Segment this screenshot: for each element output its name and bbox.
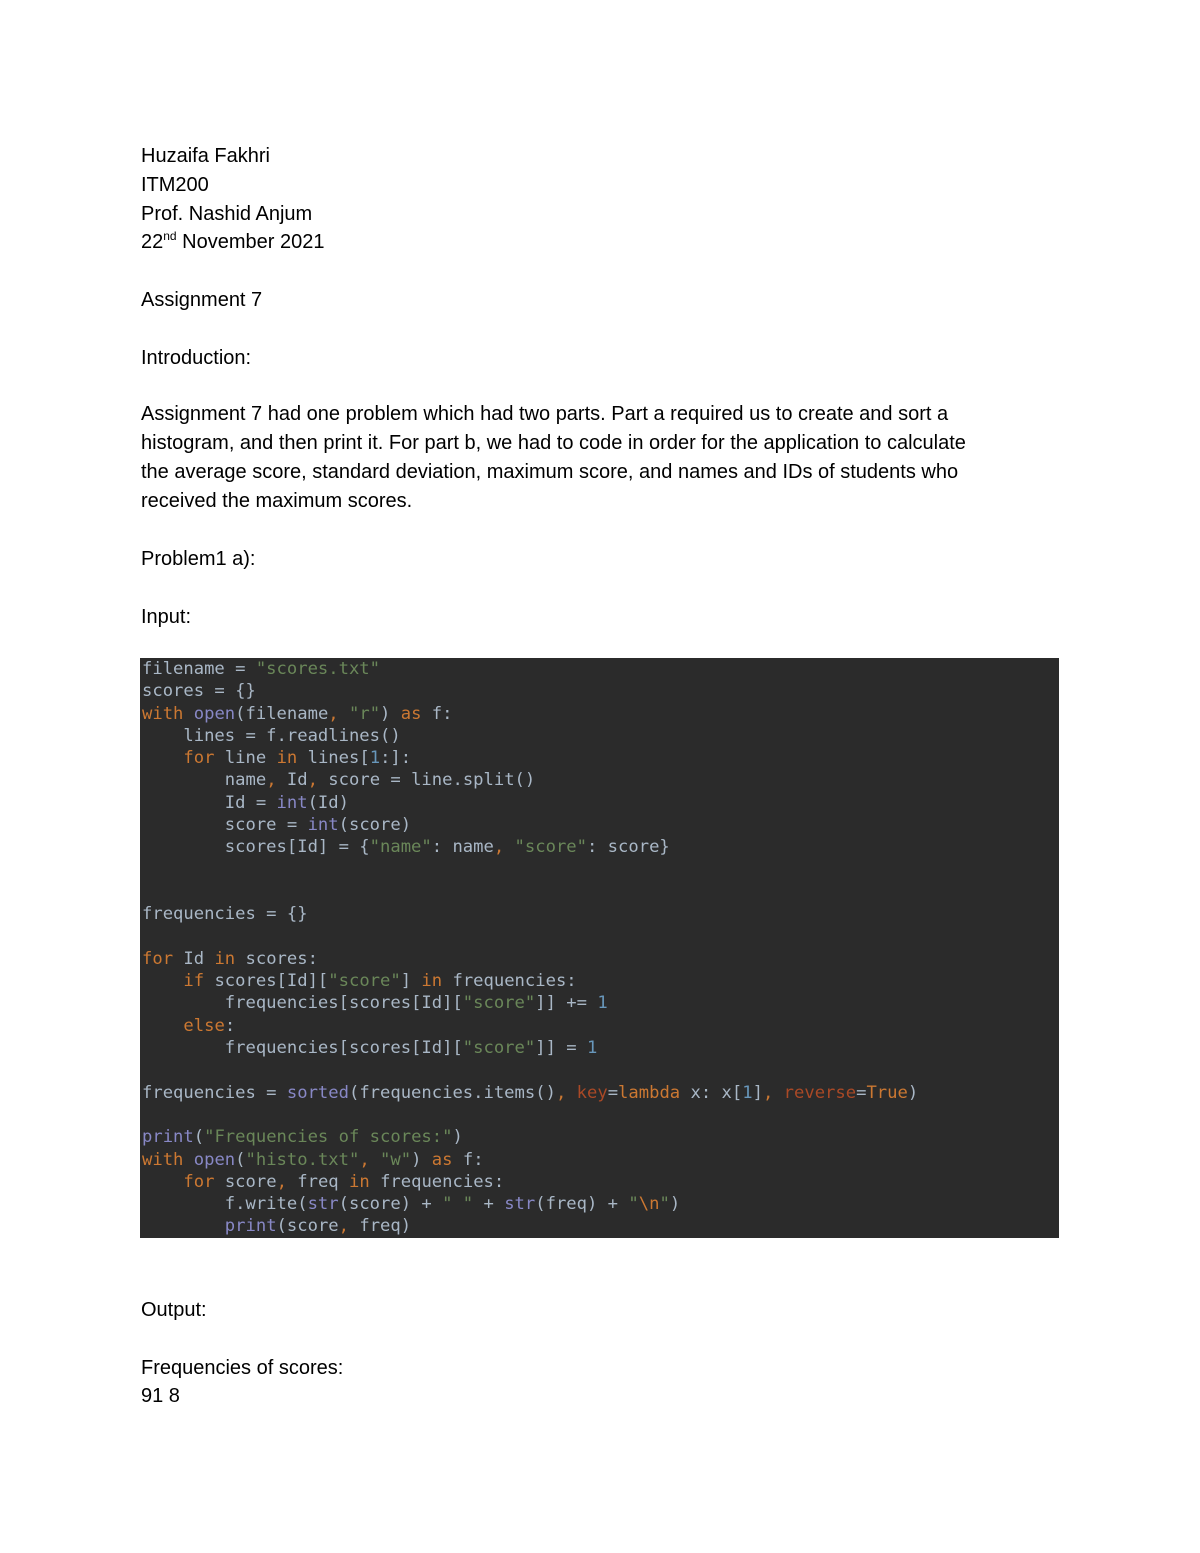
code-token: int bbox=[276, 792, 308, 813]
code-line bbox=[142, 814, 918, 836]
code-line bbox=[142, 1149, 918, 1171]
assignment-title: Assignment 7 bbox=[141, 289, 263, 311]
code-token: Id = bbox=[142, 792, 277, 813]
code-line bbox=[142, 881, 918, 903]
code-token bbox=[142, 748, 183, 768]
code-token: frequencies: bbox=[380, 1171, 505, 1192]
code-line bbox=[142, 703, 918, 725]
code-token: frequencies[scores[Id][ bbox=[142, 993, 463, 1014]
code-token: score = bbox=[142, 815, 308, 836]
code-token: str bbox=[307, 1194, 339, 1215]
paragraph-line: the average score, standard deviation, maximum score, and names and IDs of students who bbox=[141, 461, 959, 483]
input-label: Input: bbox=[141, 606, 192, 628]
code-token: else bbox=[183, 1015, 225, 1036]
code-token: = bbox=[856, 1082, 867, 1103]
code-token: ) bbox=[411, 1149, 432, 1170]
code-token: , bbox=[762, 1082, 784, 1103]
code-line bbox=[142, 1193, 918, 1215]
code-token: frequencies = {} bbox=[142, 904, 308, 925]
code-line bbox=[142, 1171, 918, 1193]
code-token: (frequencies.items() bbox=[348, 1082, 556, 1103]
code-token: ( bbox=[193, 1127, 205, 1148]
code-token: frequencies: bbox=[452, 971, 577, 992]
code-token: "w" bbox=[380, 1149, 412, 1170]
code-token: ) bbox=[452, 1127, 463, 1148]
code-token: freq) bbox=[359, 1216, 412, 1237]
code-token: f: bbox=[462, 1149, 484, 1170]
introduction-paragraph bbox=[141, 400, 1061, 516]
code-block bbox=[140, 658, 1059, 1238]
code-line bbox=[142, 1215, 918, 1237]
code-token: , bbox=[555, 1082, 577, 1103]
code-token: , bbox=[266, 770, 287, 791]
code-token: in bbox=[421, 971, 453, 992]
code-token: " bbox=[628, 1194, 639, 1215]
code-token: str bbox=[504, 1194, 536, 1215]
code-line bbox=[142, 992, 918, 1014]
code-line bbox=[142, 903, 918, 925]
code-token: int bbox=[307, 815, 339, 836]
code-token: with bbox=[142, 703, 194, 724]
code-token bbox=[142, 1172, 183, 1192]
code-token: "score" bbox=[514, 837, 587, 858]
code-token: (Id) bbox=[307, 792, 349, 813]
code-token: : name bbox=[431, 837, 494, 858]
code-listing bbox=[142, 658, 918, 1238]
code-line bbox=[142, 859, 918, 881]
code-token: Id bbox=[286, 770, 308, 791]
code-line bbox=[142, 747, 918, 769]
code-token: as bbox=[431, 1149, 463, 1170]
code-token: , bbox=[276, 1171, 298, 1192]
code-token: score = line.split() bbox=[328, 770, 536, 791]
code-token: scores[Id][ bbox=[214, 971, 329, 992]
code-token: scores[Id] = { bbox=[142, 837, 370, 858]
code-token: 1 bbox=[597, 993, 608, 1014]
code-token: if bbox=[183, 971, 215, 992]
output-line: 91 8 bbox=[141, 1385, 180, 1407]
paragraph-line: Assignment 7 had one problem which had two parts. Part a required us to create and sort a bbox=[141, 403, 949, 425]
code-token: open bbox=[193, 1149, 236, 1170]
code-token: as bbox=[400, 703, 432, 724]
code-line bbox=[142, 792, 918, 814]
code-token: 1 bbox=[586, 1038, 598, 1059]
code-token: "r" bbox=[349, 703, 381, 724]
code-token bbox=[142, 971, 183, 991]
code-token: for bbox=[142, 948, 184, 969]
code-token: score bbox=[224, 1171, 277, 1192]
code-token: reverse bbox=[783, 1082, 857, 1103]
code-line bbox=[142, 948, 918, 970]
course-code: ITM200 bbox=[141, 174, 209, 196]
code-token: in bbox=[214, 948, 246, 969]
code-token: (score) bbox=[338, 815, 412, 836]
code-token: ( bbox=[235, 1149, 246, 1170]
code-token: : score} bbox=[586, 837, 670, 858]
code-line bbox=[142, 1059, 918, 1081]
code-token: 1 bbox=[742, 1082, 753, 1103]
code-token: name bbox=[142, 770, 267, 791]
code-token bbox=[142, 1016, 183, 1036]
code-token: "scores.txt" bbox=[255, 659, 381, 679]
code-token: line bbox=[224, 748, 277, 769]
code-token: ] bbox=[400, 971, 422, 992]
code-line bbox=[142, 1082, 918, 1104]
code-token: scores: bbox=[245, 948, 318, 969]
code-token: \n bbox=[638, 1194, 660, 1215]
code-line bbox=[142, 769, 918, 791]
code-token: ) bbox=[907, 1082, 919, 1103]
code-token: frequencies[scores[Id][ bbox=[142, 1038, 463, 1059]
code-token: ]] += bbox=[535, 993, 598, 1014]
code-token: "score" bbox=[462, 1038, 536, 1059]
code-token: True bbox=[866, 1082, 908, 1103]
code-token: ] bbox=[752, 1082, 763, 1103]
paragraph-line: received the maximum scores. bbox=[141, 490, 413, 512]
code-token: f: bbox=[431, 703, 453, 724]
code-line bbox=[142, 1015, 918, 1037]
code-line bbox=[142, 926, 918, 948]
date-day: 22 bbox=[141, 231, 164, 253]
problem-heading: Problem1 a): bbox=[141, 548, 256, 570]
code-token: " bbox=[659, 1194, 670, 1215]
code-token: filename = bbox=[142, 659, 256, 679]
code-token: frequencies = bbox=[142, 1082, 287, 1103]
author-name: Huzaifa Fakhri bbox=[141, 145, 270, 167]
code-token: f.write( bbox=[142, 1194, 308, 1215]
code-token: , bbox=[359, 1149, 381, 1170]
date-ordinal-suffix: nd bbox=[163, 229, 177, 243]
code-token: print bbox=[142, 1127, 194, 1148]
code-token: (filename bbox=[235, 703, 329, 724]
code-token: (freq) + bbox=[535, 1194, 629, 1215]
code-token: :]: bbox=[380, 748, 412, 769]
code-token: + bbox=[473, 1194, 505, 1215]
code-token: lines = f.readlines() bbox=[142, 725, 401, 746]
code-token: key bbox=[576, 1082, 608, 1103]
code-token: for bbox=[183, 748, 225, 769]
code-token: "score" bbox=[328, 971, 401, 992]
code-token: ) bbox=[380, 703, 401, 724]
code-line bbox=[142, 1126, 918, 1148]
date-line bbox=[141, 228, 324, 257]
code-token: in bbox=[349, 1171, 381, 1192]
professor-name: Prof. Nashid Anjum bbox=[141, 203, 313, 225]
code-token: ]] = bbox=[535, 1038, 587, 1059]
code-token: freq bbox=[297, 1171, 350, 1192]
code-token: , bbox=[307, 770, 329, 791]
introduction-heading: Introduction: bbox=[141, 347, 252, 369]
output-label: Output: bbox=[141, 1299, 207, 1321]
code-token: (score bbox=[276, 1216, 339, 1237]
code-token bbox=[142, 1216, 225, 1236]
code-token: "histo.txt" bbox=[245, 1149, 360, 1170]
code-token: , bbox=[338, 1216, 360, 1237]
code-token: "Frequencies of scores:" bbox=[204, 1127, 453, 1148]
code-token: (score) + bbox=[338, 1194, 443, 1215]
code-token: : bbox=[224, 1015, 236, 1036]
code-token: print bbox=[224, 1216, 277, 1237]
code-token: 1 bbox=[369, 748, 381, 769]
code-token: , bbox=[493, 837, 515, 858]
code-token: ) bbox=[669, 1194, 681, 1215]
code-token: scores = {} bbox=[142, 681, 256, 702]
code-line bbox=[142, 658, 918, 680]
output-heading: Frequencies of scores: bbox=[141, 1357, 344, 1379]
code-line bbox=[142, 680, 918, 702]
code-token: " " bbox=[442, 1194, 474, 1215]
code-token: lambda bbox=[618, 1082, 691, 1103]
code-line bbox=[142, 1104, 918, 1126]
code-token: sorted bbox=[286, 1082, 349, 1103]
code-line bbox=[142, 836, 918, 858]
code-token: in bbox=[276, 748, 308, 769]
code-line bbox=[142, 1037, 918, 1059]
date-rest: November 2021 bbox=[176, 231, 325, 253]
code-token: , bbox=[328, 703, 349, 724]
code-token: lines[ bbox=[307, 748, 370, 769]
code-token: = bbox=[607, 1082, 619, 1103]
code-line bbox=[142, 725, 918, 747]
code-token: open bbox=[193, 703, 236, 724]
code-line bbox=[142, 970, 918, 992]
code-token: "score" bbox=[462, 993, 536, 1014]
code-token: with bbox=[142, 1149, 194, 1170]
paragraph-line: histogram, and then print it. For part b, we had to code in order for the application to calculate bbox=[141, 432, 966, 454]
code-token: x: x[ bbox=[690, 1082, 743, 1103]
code-token: for bbox=[183, 1171, 225, 1192]
code-token: Id bbox=[183, 948, 215, 969]
code-token: "name" bbox=[369, 837, 432, 858]
